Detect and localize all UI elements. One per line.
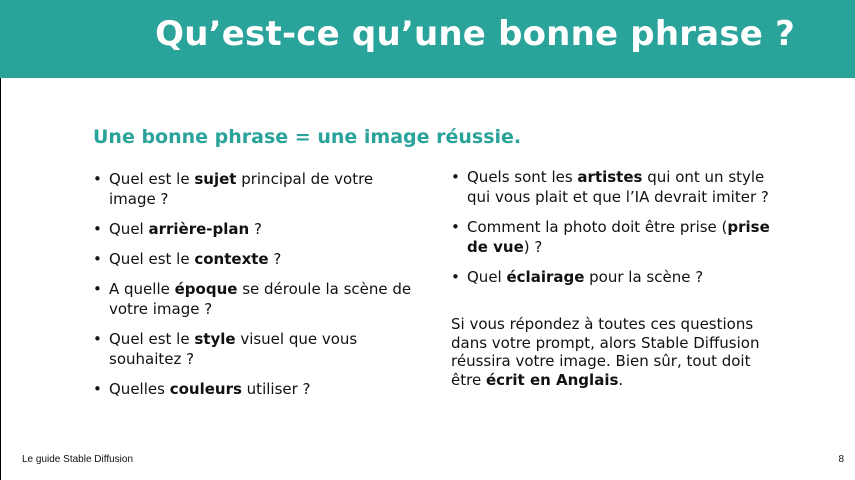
title-bar (0, 0, 855, 78)
bullet-text: A quelle (109, 280, 175, 298)
bullet-text: Quel est le (109, 170, 195, 188)
list-item (451, 217, 786, 257)
list-item (93, 379, 418, 399)
list-item (93, 249, 418, 269)
footer-title: Le guide Stable Diffusion (22, 454, 134, 465)
right-question-list (451, 167, 786, 297)
slide-subtitle: Une bonne phrase = une image réussie. (93, 126, 522, 148)
conclusion-keyword: écrit en Anglais (485, 370, 619, 389)
bullet-keyword: style (194, 330, 236, 348)
bullet-text: Quelles (109, 380, 170, 398)
bullet-keyword: contexte (194, 250, 269, 268)
left-question-list (93, 169, 418, 409)
list-item (451, 267, 786, 287)
bullet-text: Quel est le (109, 250, 195, 268)
bullet-keyword: arrière-plan (148, 220, 250, 238)
conclusion-text: Si vous répondez à toutes ces questions dans votre prompt, alors Stable Diffusion réussira votre image. Bien sûr, tout doit être (451, 315, 760, 389)
bullet-text: principal de votre image ? (109, 170, 374, 208)
bullet-keyword: époque (174, 280, 238, 298)
page-number: 8 (838, 454, 844, 465)
bullet-keyword: couleurs (169, 380, 242, 398)
slide-title: Qu’est-ce qu’une bonne phrase ? (155, 14, 795, 54)
bullet-text: Comment la photo doit être prise ( (467, 218, 728, 236)
bullet-text: Quel (109, 220, 149, 238)
bullet-text: qui ont un style qui vous plait et que l’IA devrait imiter ? (467, 168, 769, 206)
bullet-text: pour la scène ? (584, 268, 704, 286)
bullet-text: utiliser ? (241, 380, 311, 398)
bullet-keyword: artistes (577, 168, 643, 186)
conclusion-text: . (618, 370, 624, 389)
conclusion-paragraph (451, 315, 781, 389)
bullet-text: Quel est le (109, 330, 195, 348)
bullet-text: ? (268, 250, 282, 268)
bullet-text: Quel (467, 268, 507, 286)
list-item (93, 169, 418, 209)
bullet-text: se déroule la scène de votre image ? (109, 280, 412, 318)
bullet-text: Quels sont les (467, 168, 578, 186)
list-item (93, 219, 418, 239)
bullet-text: ) ? (523, 238, 543, 256)
bullet-text: ? (249, 220, 262, 238)
list-item (93, 279, 418, 319)
list-item (93, 329, 418, 369)
bullet-keyword: sujet (194, 170, 237, 188)
bullet-text: visuel que vous souhaitez ? (109, 330, 358, 368)
bullet-keyword: éclairage (506, 268, 585, 286)
list-item (451, 167, 786, 207)
bullet-keyword: prise de vue (467, 218, 770, 256)
